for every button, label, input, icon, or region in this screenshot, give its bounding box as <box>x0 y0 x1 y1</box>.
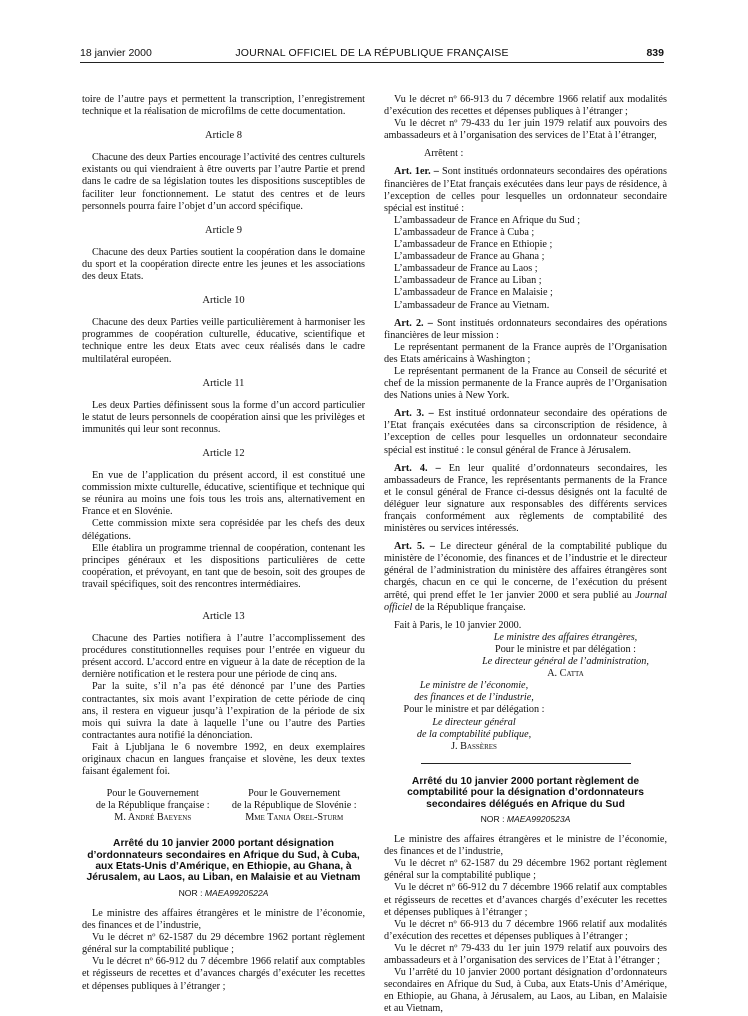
signature-line: Le directeur général de l’administration, <box>482 656 649 668</box>
signature-line: Le ministre de l’économie, <box>419 680 529 692</box>
signatory-name: Mme Tania Orel-Sturm <box>245 812 344 824</box>
ambassador-list <box>384 215 667 312</box>
article-12-paragraph: Elle établira un programme triennal de coopération, contenant les principes généraux et les dispositions particulières de cette coopération, et prévoyant, en tant que de besoin, soit des groupes de travail spécifiques, soit des rencontres intermédiaires. <box>82 542 365 590</box>
signature-line: de la comptabilité publique, <box>416 728 532 740</box>
list-item: L’ambassadeur de France au Liban ; <box>394 275 542 287</box>
decree-paragraph: Vu le décret nº 62-1587 du 29 décembre 1962 portant règlement général sur la comptabilité publique ; <box>82 932 365 956</box>
article-5-text: Le directeur général de la comptabilité publique du ministère de l’économie, des finances et de l’industrie et le directeur général de l’administration du ministère des affaires étrangères sont chargés, chacun en ce qui le concerne, de l’exécution du présent arrêté, qui prend effet le 1er janvier 2000 et sera publié au <box>384 541 668 601</box>
signatory-name: A. Catta <box>547 668 584 680</box>
nor-label: NOR : <box>480 814 505 824</box>
decree-title: Arrêté du 10 janvier 2000 portant désignation d’ordonnateurs secondaires en Afrique du Sud, à Cuba, aux Etats-Unis d’Amérique, en Ethiopie, au Ghana, à Jérusalem, au Laos, au Liban, en Malaisie et au Vietnam <box>86 838 361 884</box>
decree-paragraph: Vu le décret nº 79-433 du 1er juin 1979 relatif aux pouvoirs des ambassadeurs et à l’organisation des services de l’Etat à l’étranger, <box>384 118 667 142</box>
page-header <box>80 44 664 63</box>
article-8-text: Chacune des deux Parties encourage l’activité des centres culturels existants ou qui viendraient à être ouverts par l’autre Partie et prend dans le cadre de sa législation toutes les dispositions susceptibles de faciliter leur fonctionnement. Le statut des centres et de leurs personnels pourra faire l’objet d’un accord spécifique. <box>82 152 365 212</box>
article-11-heading: Article 11 <box>202 377 245 389</box>
nor-code: MAEA9920523A <box>506 814 571 824</box>
article-1 <box>384 166 667 214</box>
article-12-heading: Article 12 <box>202 447 245 459</box>
article-1-label: Art. 1er. – <box>394 166 439 178</box>
article-5-end: de la République française. <box>414 601 526 613</box>
signature-line: Le ministre des affaires étrangères, <box>493 631 638 643</box>
article-5 <box>384 541 667 614</box>
decree-title: Arrêté du 10 janvier 2000 portant règlement de comptabilité pour la désignation d’ordonnateurs secondaires délégués en Afrique du Sud <box>407 775 644 810</box>
nor-reference <box>82 887 365 899</box>
right-column <box>384 94 667 1016</box>
decree-paragraph: Le ministre des affaires étrangères et le ministre de l’économie, des finances et de l’industrie, <box>384 834 667 858</box>
article-10-heading: Article 10 <box>202 295 245 307</box>
article-3-label: Art. 3. – <box>394 408 434 420</box>
article-5-label: Art. 5. – <box>394 541 435 553</box>
article-11-text: Les deux Parties définissent sous la forme d’un accord particulier le statut de leurs personnels de coopération ainsi que les privilèges et immunités qui leur sont reconnus. <box>82 399 365 435</box>
intro-paragraph: toire de l’autre pays et permettent la transcription, l’enregistrement technique et la réalisation de microfilms de cette documentation. <box>82 94 365 118</box>
signature-line: des finances et de l’industrie, <box>414 692 534 704</box>
article-12-paragraph: Cette commission mixte sera coprésidée par les chefs des deux délégations. <box>82 518 365 542</box>
signature-line: Pour le Gouvernement <box>106 788 199 800</box>
article-13-paragraph: Par la suite, s’il n’a pas été dénoncé par l’une des Parties contractantes, six mois avant l’expiration de cette période de cinq ans, il restera en vigueur jusqu’à l’expiration de la période de six mois qui suivra la date à laquelle l’une ou l’autre des Parties contractantes aura notifié la dénonciation. <box>82 681 365 741</box>
page-number: 839 <box>646 47 664 59</box>
journal-title: JOURNAL OFFICIEL DE LA RÉPUBLIQUE FRANÇAISE <box>235 47 509 59</box>
nor-code: MAEA9920522A <box>204 887 269 898</box>
treaty-signatures <box>82 788 365 824</box>
decree-paragraph: Vu le décret nº 66-912 du 7 décembre 1966 relatif aux comptables et régisseurs de recettes et d’avances chargés d’exécuter les recettes et dépenses publiques à l’étranger ; <box>384 882 667 918</box>
signature-france <box>82 788 224 824</box>
list-item: L’ambassadeur de France en Malaisie ; <box>394 287 553 299</box>
section-divider <box>421 763 631 764</box>
article-4-text: En leur qualité d’ordonnateurs secondaires, les ambassadeurs de France, les représentants permanents de la France et le consul général de France ci-dessus désignés ont la faculté de déléguer leur signature aux responsables des différents services français conformément aux règlements de comptabilité des ministères ou services intéressés. <box>384 462 667 535</box>
signature-slovenia <box>224 788 366 824</box>
article-10-text: Chacune des deux Parties veille particulièrement à harmoniser les programmes de coopération culturelle, éducative, scientifique et technique entre les deux Etats avec ceux réalisés dans le cadre multilatéral européen. <box>82 317 365 365</box>
article-13-paragraph: Chacune des Parties notifiera à l’autre l’accomplissement des procédures constitutionnelles requises pour l’entrée en vigueur du présent accord. L’accord entre en vigueur à la date de réception de la dernière notification et le restera pour une période de cinq ans. <box>82 633 365 681</box>
signatory-name: M. André Baeyens <box>114 812 192 824</box>
decree-paragraph: Vu l’arrêté du 10 janvier 2000 portant désignation d’ordonnateurs secondaires en Afrique du Sud, à Cuba, aux Etats-Unis d’Amérique, en Ethiopie, au Ghana, à Jérusalem, au Laos, au Liban, en Malaisie et au Vietnam, <box>384 967 667 1015</box>
nor-reference <box>384 813 667 825</box>
article-12-paragraph: En vue de l’application du présent accord, il est constitué une commission mixte culturelle, éducative, scientifique et technique qui se réunira au moins une fois tous les trois ans, alternativement en France et en Slovénie. <box>82 470 365 518</box>
article-2-paragraph: Le représentant permanent de la France au Conseil de sécurité et chef de la mission permanente de la France auprès de l’Organisation des Nations unies à New York. <box>384 365 667 402</box>
article-2-label: Art. 2. – <box>394 317 433 329</box>
article-8-heading: Article 8 <box>204 130 243 142</box>
list-item: L’ambassadeur de France à Cuba ; <box>394 226 535 238</box>
signature-line: Pour le ministre et par délégation : <box>495 643 636 655</box>
article-2 <box>384 318 667 342</box>
signature-line: Pour le ministre et par délégation : <box>403 704 545 716</box>
decree-paragraph: Vu le décret nº 79-433 du 1er juin 1979 relatif aux pouvoirs des ambassadeurs et à l’organisation des services de l’Etat à l’étranger ; <box>384 942 667 967</box>
article-4-label: Art. 4. – <box>394 462 441 474</box>
header-date: 18 janvier 2000 <box>80 47 152 59</box>
article-9-heading: Article 9 <box>204 224 243 236</box>
signature-economy <box>384 680 564 753</box>
signatory-name: J. Bassères <box>451 740 497 752</box>
signature-line: Pour le Gouvernement <box>248 788 341 800</box>
article-3-text: Est institué ordonnateur secondaire des opérations de l’Etat français exécutées dans sa circonscription de résidence, à l’exception de celles pour lesquelles un ordonnateur secondaire spécial est institué : le consul général de France à Jérusalem. <box>384 408 667 456</box>
decree-paragraph: Vu le décret nº 66-913 du 7 décembre 1966 relatif aux modalités d’exécution des recettes et dépenses publiques à l’étranger ; <box>384 94 667 118</box>
list-item: L’ambassadeur de France au Laos ; <box>394 263 538 275</box>
article-13-paragraph: Fait à Ljubljana le 6 novembre 1992, en deux exemplaires originaux chacun en langues française et slovène, les deux textes faisant également foi. <box>82 741 365 778</box>
list-item: L’ambassadeur de France en Ethiopie ; <box>394 239 553 251</box>
journal-officiel-ref: Journal officiel <box>384 589 667 613</box>
signature-line: de la République française : <box>95 800 210 812</box>
decree-paragraph: Vu le décret nº 66-912 du 7 décembre 1966 relatif aux comptables et régisseurs de recettes et d’avances chargés d’exécuter les recettes et dépenses publiques à l’étranger ; <box>82 956 365 992</box>
signature-line: Le directeur général <box>432 716 516 728</box>
article-13-heading: Article 13 <box>202 611 245 622</box>
signature-line: de la République de Slovénie : <box>231 800 357 812</box>
signature-foreign-affairs <box>464 632 667 680</box>
list-item: L’ambassadeur de France au Vietnam. <box>394 299 550 311</box>
list-item: L’ambassadeur de France au Ghana ; <box>394 251 545 263</box>
article-2-paragraph: Le représentant permanent de la France auprès de l’Organisation des Etats américains à Washington ; <box>384 341 667 365</box>
decree-paragraph: Le ministre des affaires étrangères et le ministre de l’économie, des finances et de l’industrie, <box>82 907 365 932</box>
nor-label: NOR : <box>178 887 203 898</box>
list-item: L’ambassadeur de France en Afrique du Sud ; <box>394 214 581 226</box>
arretent-line: Arrêtent : <box>424 148 464 160</box>
left-column <box>82 94 365 993</box>
decree-paragraph: Vu le décret nº 66-913 du 7 décembre 1966 relatif aux modalités d’exécution des recettes et dépenses publiques à l’étranger ; <box>384 918 667 942</box>
article-9-text: Chacune des deux Parties soutient la coopération dans le domaine du sport et la coopération directe entre les jeunes et les associations des deux Etats. <box>82 246 365 283</box>
decree-paragraph: Vu le décret nº 62-1587 du 29 décembre 1962 portant règlement général sur la comptabilité publique ; <box>384 858 667 882</box>
article-2-text: Sont institués ordonnateurs secondaires des opérations financières de leur mission : <box>384 317 667 341</box>
article-4 <box>384 463 667 536</box>
fait-line: Fait à Paris, le 10 janvier 2000. <box>394 619 522 631</box>
article-3 <box>384 408 667 456</box>
article-1-text: Sont institués ordonnateurs secondaires des opérations financières de l’Etat français exécutées dans leur pays de résidence, à l’exception de celles pour lesquelles un ordonnateur secondaire spécial est institué : <box>384 166 667 214</box>
